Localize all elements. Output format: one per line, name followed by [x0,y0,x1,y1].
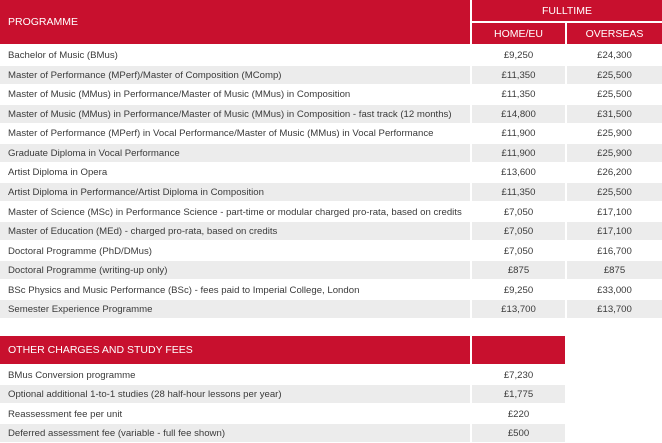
overseas-fee: £17,100 [567,222,662,240]
home-eu-fee: £11,900 [472,124,565,142]
other-charges-header-fee-cell [472,336,565,364]
programme-name: Master of Performance (MPerf) in Vocal Performance/Master of Music (MMus) in Vocal Performance [0,124,470,142]
overseas-fee: £24,300 [567,46,662,64]
programme-name: Master of Music (MMus) in Performance/Master of Music (MMus) in Composition - fast track (12 months) [0,105,470,123]
home-eu-fee: £7,050 [472,203,565,221]
overseas-fee: £25,500 [567,85,662,103]
programme-name: Artist Diploma in Opera [0,163,470,181]
programme-name: BSc Physics and Music Performance (BSc) - fees paid to Imperial College, London [0,281,470,299]
overseas-fee: £16,700 [567,242,662,260]
programme-name: Master of Education (MEd) - charged pro-rata, based on credits [0,222,470,240]
home-eu-fee: £7,050 [472,242,565,260]
overseas-fee: £31,500 [567,105,662,123]
home-eu-fee: £11,350 [472,85,565,103]
overseas-fee: £26,200 [567,163,662,181]
overseas-header: OVERSEAS [567,23,662,44]
charge-fee: £1,775 [472,385,565,403]
programme-name: Bachelor of Music (BMus) [0,46,470,64]
overseas-fee: £25,500 [567,183,662,201]
home-eu-fee: £13,600 [472,163,565,181]
other-charges-header: OTHER CHARGES AND STUDY FEES [0,336,470,364]
overseas-fee: £33,000 [567,281,662,299]
home-eu-header: HOME/EU [472,23,565,44]
home-eu-fee: £13,700 [472,300,565,318]
overseas-fee: £25,900 [567,124,662,142]
programme-header: PROGRAMME [0,0,470,44]
overseas-fee: £25,900 [567,144,662,162]
home-eu-fee: £14,800 [472,105,565,123]
home-eu-fee: £9,250 [472,281,565,299]
overseas-fee: £25,500 [567,66,662,84]
fulltime-header: FULLTIME [472,0,662,21]
home-eu-fee: £11,900 [472,144,565,162]
programme-name: Graduate Diploma in Vocal Performance [0,144,470,162]
home-eu-fee: £11,350 [472,183,565,201]
charge-name: Optional additional 1-to-1 studies (28 half-hour lessons per year) [0,385,470,403]
home-eu-fee: £875 [472,261,565,279]
overseas-fee: £875 [567,261,662,279]
charge-fee: £220 [472,405,565,423]
programme-name: Doctoral Programme (PhD/DMus) [0,242,470,260]
home-eu-fee: £11,350 [472,66,565,84]
home-eu-fee: £7,050 [472,222,565,240]
charge-fee: £500 [472,424,565,442]
programme-name: Master of Science (MSc) in Performance Science - part-time or modular charged pro-rata, based on credits [0,203,470,221]
programme-name: Artist Diploma in Performance/Artist Diploma in Composition [0,183,470,201]
charge-name: Reassessment fee per unit [0,405,470,423]
charge-name: Deferred assessment fee (variable - full fee shown) [0,424,470,442]
programme-name: Master of Music (MMus) in Performance/Master of Music (MMus) in Composition [0,85,470,103]
home-eu-fee: £9,250 [472,46,565,64]
programme-name: Master of Performance (MPerf)/Master of Composition (MComp) [0,66,470,84]
programme-name: Semester Experience Programme [0,300,470,318]
charge-fee: £7,230 [472,366,565,384]
overseas-fee: £17,100 [567,203,662,221]
programme-name: Doctoral Programme (writing-up only) [0,261,470,279]
charge-name: BMus Conversion programme [0,366,470,384]
overseas-fee: £13,700 [567,300,662,318]
